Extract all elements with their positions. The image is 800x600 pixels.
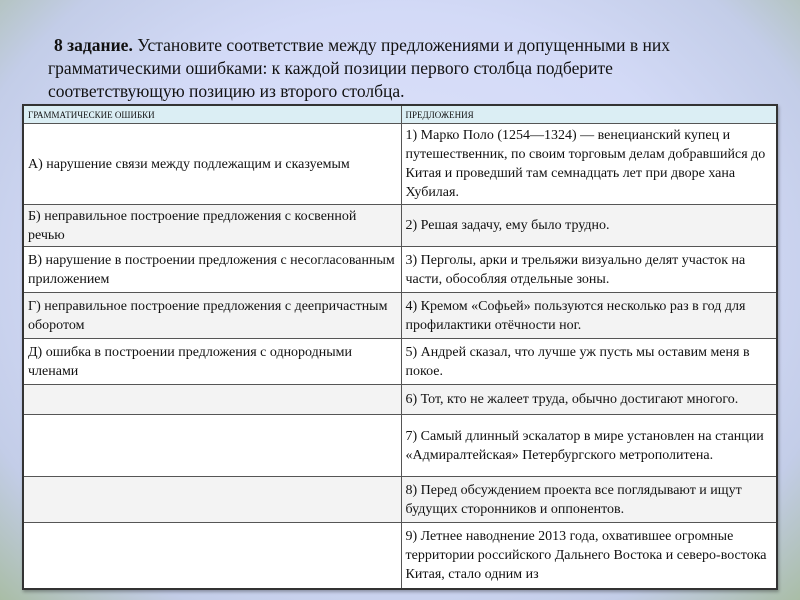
sentence-cell: 4) Кремом «Софьей» пользуются несколько раз в год для профилактики отёчности ног. [401,293,777,339]
error-cell: Г) неправильное построение предложения с деепричастным оборотом [23,293,401,339]
error-cell [23,523,401,589]
table-header-row [23,105,777,124]
error-cell [23,415,401,477]
error-cell [23,385,401,415]
table-row [23,415,777,477]
sentence-cell: 6) Тот, кто не жалеет труда, обычно достигают многого. [401,385,777,415]
error-cell: В) нарушение в построении предложения с несогласованным приложением [23,247,401,293]
error-cell: А) нарушение связи между подлежащим и сказуемым [23,124,401,205]
sentence-cell: 2) Решая задачу, ему было трудно. [401,205,777,247]
matching-table [22,104,778,590]
error-cell: Б) неправильное построение предложения с косвенной речью [23,205,401,247]
table-row [23,293,777,339]
sentence-cell: 3) Перголы, арки и трельяжи визуально делят участок на части, обособляя отдельные зоны. [401,247,777,293]
sentence-cell: 1) Марко Поло (1254—1324) — венецианский купец и путешественник, по своим торговым делам добравшийся до Китая и проведший там семнадцать лет при дворе хана Хубилая. [401,124,777,205]
header-sentences: ПРЕДЛОЖЕНИЯ [401,105,777,124]
table-row [23,124,777,205]
header-errors: ГРАММАТИЧЕСКИЕ ОШИБКИ [23,105,401,124]
table-row [23,339,777,385]
sentence-cell: 7) Самый длинный эскалатор в мире установлен на станции «Адмиралтейская» Петербургского метрополитена. [401,415,777,477]
task-heading [48,34,748,103]
sentence-cell: 5) Андрей сказал, что лучше уж пусть мы оставим меня в покое. [401,339,777,385]
table-row [23,477,777,523]
table-row [23,385,777,415]
task-text: Установите соответствие между предложениями и допущенными в них грамматическими ошибками: к каждой позиции первого столбца подберите соответствующую позицию из второго столбца. [48,35,671,101]
task-number: 8 задание. [54,35,133,55]
sentence-cell: 8) Перед обсуждением проекта все поглядывают и ищут будущих сторонников и оппонентов. [401,477,777,523]
error-cell [23,477,401,523]
table-row [23,523,777,589]
table-row [23,205,777,247]
table-row [23,247,777,293]
sentence-cell: 9) Летнее наводнение 2013 года, охватившее огромные территории российского Дальнего Востока и северо-востока Китая, стало одним из [401,523,777,589]
error-cell: Д) ошибка в построении предложения с однородными членами [23,339,401,385]
